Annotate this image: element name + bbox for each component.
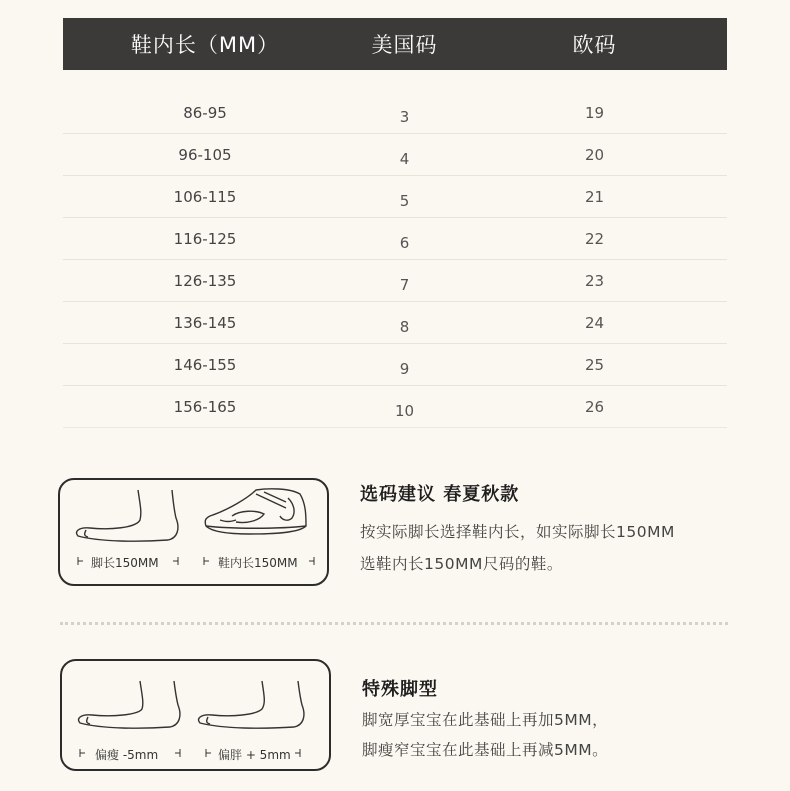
table-row (63, 134, 727, 176)
table-row (63, 218, 727, 260)
cell-us-size: 10 (394, 401, 415, 420)
cell-us-size: 5 (399, 191, 410, 210)
cell-us-size: 6 (399, 233, 410, 252)
wide-foot-caption: 偏胖 + 5mm (218, 748, 291, 762)
shoe-inner-length-caption: 鞋内长150MM (218, 556, 298, 570)
table-row (63, 260, 727, 302)
cell-us-size: 3 (399, 107, 410, 126)
cell-eu-size: 23 (584, 271, 605, 290)
size-table-body (63, 70, 727, 428)
fit-illustration-card (58, 478, 329, 586)
cell-inner-length: 146-155 (173, 355, 237, 374)
cell-us-size: 9 (399, 359, 410, 378)
cell-eu-size: 20 (584, 145, 605, 164)
advice-text-line2: 选鞋内长150MM尺码的鞋。 (360, 555, 563, 573)
section-divider (60, 622, 728, 625)
table-row (63, 386, 727, 428)
size-table (63, 18, 727, 428)
cell-eu-size: 24 (584, 313, 605, 332)
cell-inner-length: 126-135 (173, 271, 237, 290)
foot-outline-icon (79, 681, 180, 728)
slim-foot-caption: 偏瘦 -5mm (95, 748, 159, 762)
cell-us-size: 8 (399, 317, 410, 336)
table-row (63, 92, 727, 134)
cell-eu-size: 22 (584, 229, 605, 248)
table-row (63, 344, 727, 386)
size-table-header (63, 18, 727, 70)
header-us-size: 美国码 (371, 33, 438, 57)
cell-inner-length: 156-165 (173, 397, 237, 416)
table-row (63, 176, 727, 218)
advice-title: 选码建议 春夏秋款 (360, 484, 520, 505)
cell-eu-size: 19 (584, 103, 605, 122)
special-foot-card (60, 659, 331, 771)
cell-inner-length: 106-115 (173, 187, 237, 206)
foot-and-shoe-illustration (60, 480, 331, 588)
foot-outline-icon (199, 681, 304, 728)
cell-eu-size: 21 (584, 187, 605, 206)
cell-us-size: 4 (399, 149, 410, 168)
cell-inner-length: 136-145 (173, 313, 237, 332)
header-eu-size: 欧码 (572, 33, 617, 57)
cell-eu-size: 26 (584, 397, 605, 416)
foot-length-caption: 脚长150MM (91, 556, 159, 570)
cell-inner-length: 86-95 (183, 103, 227, 122)
advice-text-line1: 按实际脚长选择鞋内长，如实际脚长150MM (360, 523, 675, 541)
cell-us-size: 7 (399, 275, 410, 294)
special-text-line1: 脚宽厚宝宝在此基础上再加5MM， (362, 711, 609, 729)
sneaker-outline-icon (205, 489, 306, 534)
cell-eu-size: 25 (584, 355, 605, 374)
special-title: 特殊脚型 (362, 679, 438, 700)
foot-outline-icon (77, 490, 178, 541)
table-row (63, 302, 727, 344)
cell-inner-length: 116-125 (173, 229, 237, 248)
cell-inner-length: 96-105 (178, 145, 232, 164)
header-inner-length: 鞋内长（MM） (130, 33, 280, 57)
special-text-line2: 脚瘦窄宝宝在此基础上再减5MM。 (362, 741, 609, 759)
